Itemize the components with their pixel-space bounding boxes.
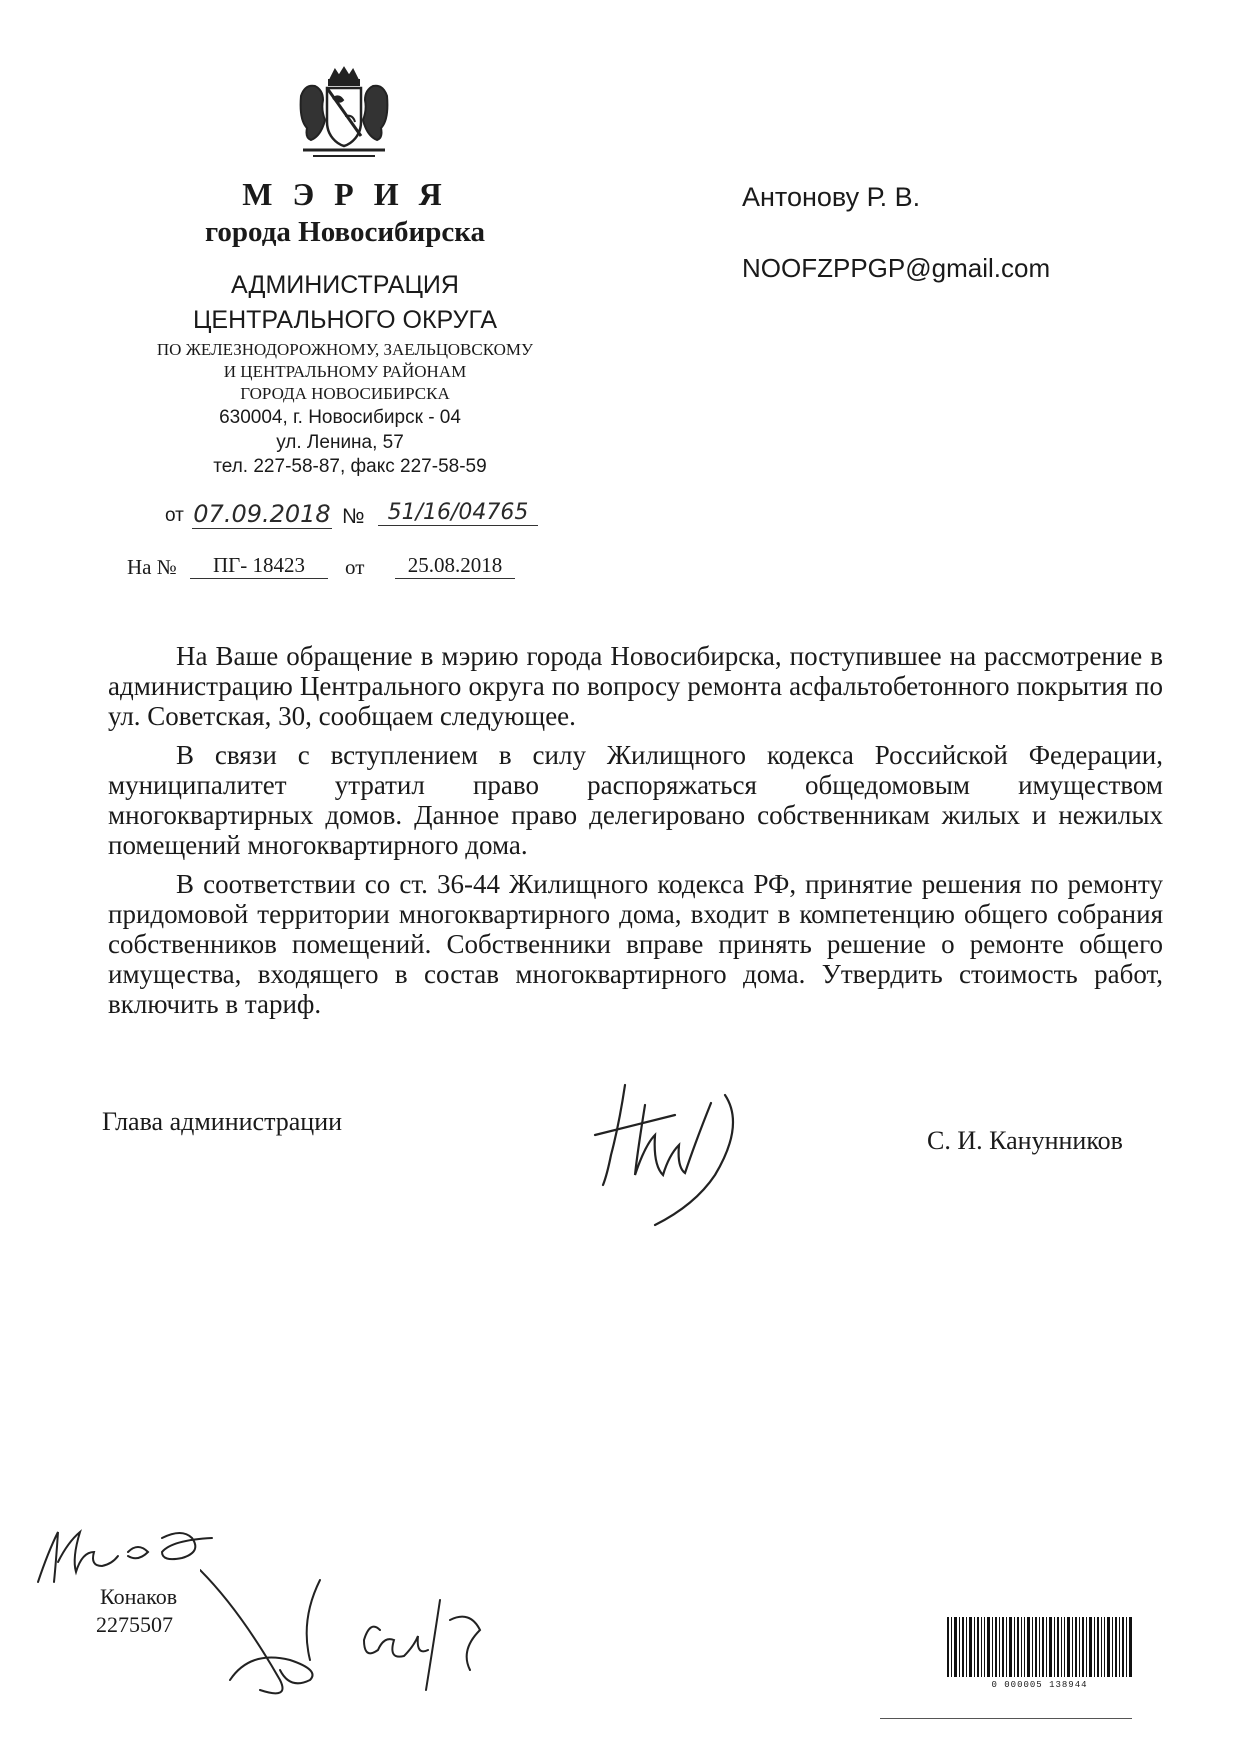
address-phone: тел. 227-58-87, факс 227-58-59 [213, 456, 487, 477]
barcode-number: 0 000005 138944 [991, 1680, 1088, 1690]
handwritten-scribble-icon [200, 1560, 520, 1700]
letter-body [108, 641, 1163, 1028]
admin-line-2: ЦЕНТРАЛЬНОГО ОКРУГА [192, 306, 498, 334]
address-postal: 630004, г. Новосибирск - 04 [219, 407, 461, 428]
signatory-title: Глава администрации [102, 1107, 343, 1136]
recipient-name: Антонову Р. В. [742, 182, 921, 212]
body-paragraph-2: В связи с вступлением в силу Жилищного кодекса Российской Федерации, муниципалитет утратил право распоряжаться общедомовым имуществом многоквартирных домов. Данное право делегировано собственникам жилых и нежилых помещений многоквартирного дома. [108, 740, 1163, 860]
outgoing-number: 51/16/04765 [378, 500, 538, 526]
admin-line-5: ГОРОДА НОВОСИБИРСКА [240, 384, 450, 403]
outgoing-date: 07.09.2018 [193, 500, 331, 528]
address-street: ул. Ленина, 57 [276, 432, 404, 453]
divider [880, 1718, 1132, 1719]
recipient-email: NOOFZPPGP@gmail.com [742, 253, 1051, 283]
body-paragraph-3: В соответствии со ст. 36-44 Жилищного кодекса РФ, принятие решения по ремонту придомовой территории многоквартирного дома, входит в компетенцию общего собрания собственников помещений. Собственники вправе принять решение о ремонте общего имущества, входящего в состав многоквартирного дома. Утвердить стоимость работ, включить в тариф. [108, 869, 1163, 1019]
signatory-name: С. И. Канунников [927, 1126, 1123, 1155]
body-paragraph-1: На Ваше обращение в мэрию города Новосибирска, поступившее на рассмотрение в администрацию Центрального округа по вопросу ремонта асфальтобетонного покрытия по ул. Советская, 30, сообщаем следующее. [108, 641, 1163, 731]
outgoing-from-label: от [165, 505, 184, 526]
incoming-from-label: от [345, 555, 365, 579]
executor-phone: 2275507 [96, 1612, 173, 1637]
outgoing-number-label: № [342, 505, 365, 528]
coat-of-arms-icon [293, 66, 395, 164]
incoming-number: ПГ- 18423 [190, 553, 328, 579]
mayoralty-title: М Э Р И Я [242, 176, 448, 212]
mayoralty-city: города Новосибирска [204, 216, 486, 248]
admin-line-1: АДМИНИСТРАЦИЯ [231, 271, 459, 299]
executor-name: Конаков [100, 1584, 178, 1609]
handwritten-signature-icon [575, 1065, 755, 1235]
incoming-number-label: На № [127, 555, 177, 579]
incoming-date: 25.08.2018 [395, 553, 515, 579]
barcode-icon [947, 1617, 1132, 1677]
admin-line-4: И ЦЕНТРАЛЬНОМУ РАЙОНАМ [223, 362, 467, 381]
admin-line-3: ПО ЖЕЛЕЗНОДОРОЖНОМУ, ЗАЕЛЬЦОВСКОМУ [156, 340, 534, 359]
